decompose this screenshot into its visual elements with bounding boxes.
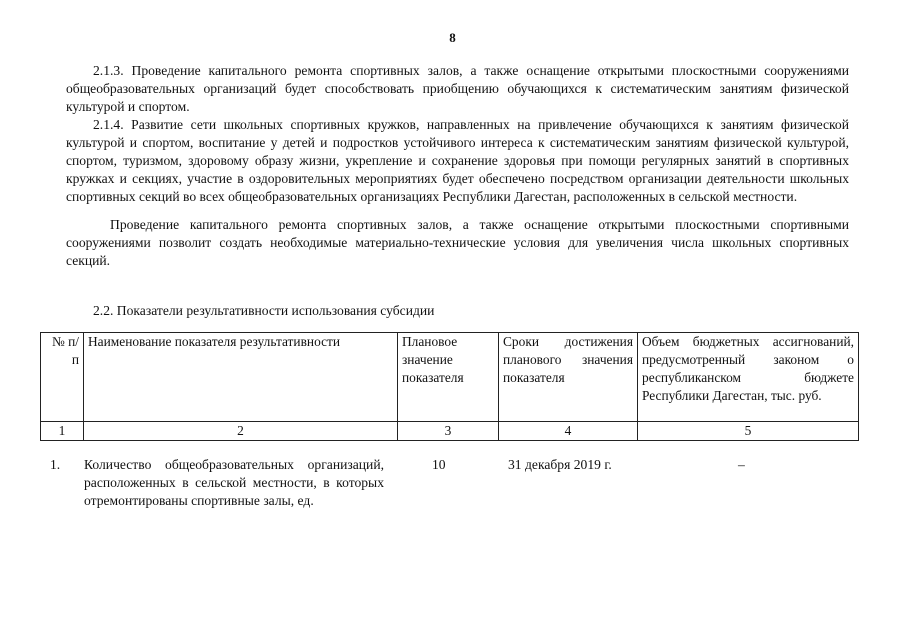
row-deadline: 31 декабря 2019 г. <box>508 457 612 472</box>
header-plan-value: Плановое значение показателя <box>398 333 499 422</box>
paragraph-conclusion: Проведение капитального ремонта спортивных залов, а также оснащение открытыми плоскостными спортивными сооружениями позволит создать необходимые материально-технические условия для увеличения числа школьных спортивных секций. <box>66 217 849 268</box>
column-number: 5 <box>638 422 859 441</box>
header-number: № п/п <box>41 333 84 422</box>
column-number: 2 <box>84 422 398 441</box>
paragraph-2-1-4: 2.1.4. Развитие сети школьных спортивных кружков, направленных на привлечение обучающихся к занятиям физической культурой и спортом, воспитание у детей и подростков устойчивого интереса к систематическим занятиям физической культурой, спортом, туризмом, здоровому образу жизни, укрепление и сохранение здоровья при помощи регулярных занятий в спортивных кружках и секциях, участие в оздоровительных мероприятиях будет обеспечено посредством организации деятельности школьных спортивных секций во всех общеобразовательных организациях Республики Дагестан, расположенных в сельской местности. <box>66 117 849 204</box>
header-indicator-name: Наименование показателя результативности <box>84 333 398 422</box>
header-deadline: Сроки достижения планового значения показателя <box>499 333 638 422</box>
section-heading: 2.2. Показатели результативности использования субсидии <box>93 303 435 318</box>
row-indicator-name: Количество общеобразовательных организаций, расположенных в сельской местности, в которых отремонтированы спортивные залы, ед. <box>84 457 384 508</box>
column-numbers-row <box>41 422 859 441</box>
row-plan-value: 10 <box>432 457 446 472</box>
paragraph-2-1-3: 2.1.3. Проведение капитального ремонта спортивных залов, а также оснащение открытыми плоскостными сооружениями общеобразовательных организаций будет способствовать приобщению обучающихся к систематическим занятиям физической культурой и спортом. <box>66 63 849 114</box>
column-number: 3 <box>398 422 499 441</box>
column-number: 4 <box>499 422 638 441</box>
page-number: 8 <box>449 30 456 45</box>
header-budget: Объем бюджетных ассигнований, предусмотренный законом о республиканском бюджете Республики Дагестан, тыс. руб. <box>638 333 859 422</box>
indicators-table <box>40 332 859 441</box>
table-header-row <box>41 333 859 422</box>
row-number: 1. <box>50 457 61 472</box>
row-budget: – <box>738 457 745 472</box>
column-number: 1 <box>41 422 84 441</box>
